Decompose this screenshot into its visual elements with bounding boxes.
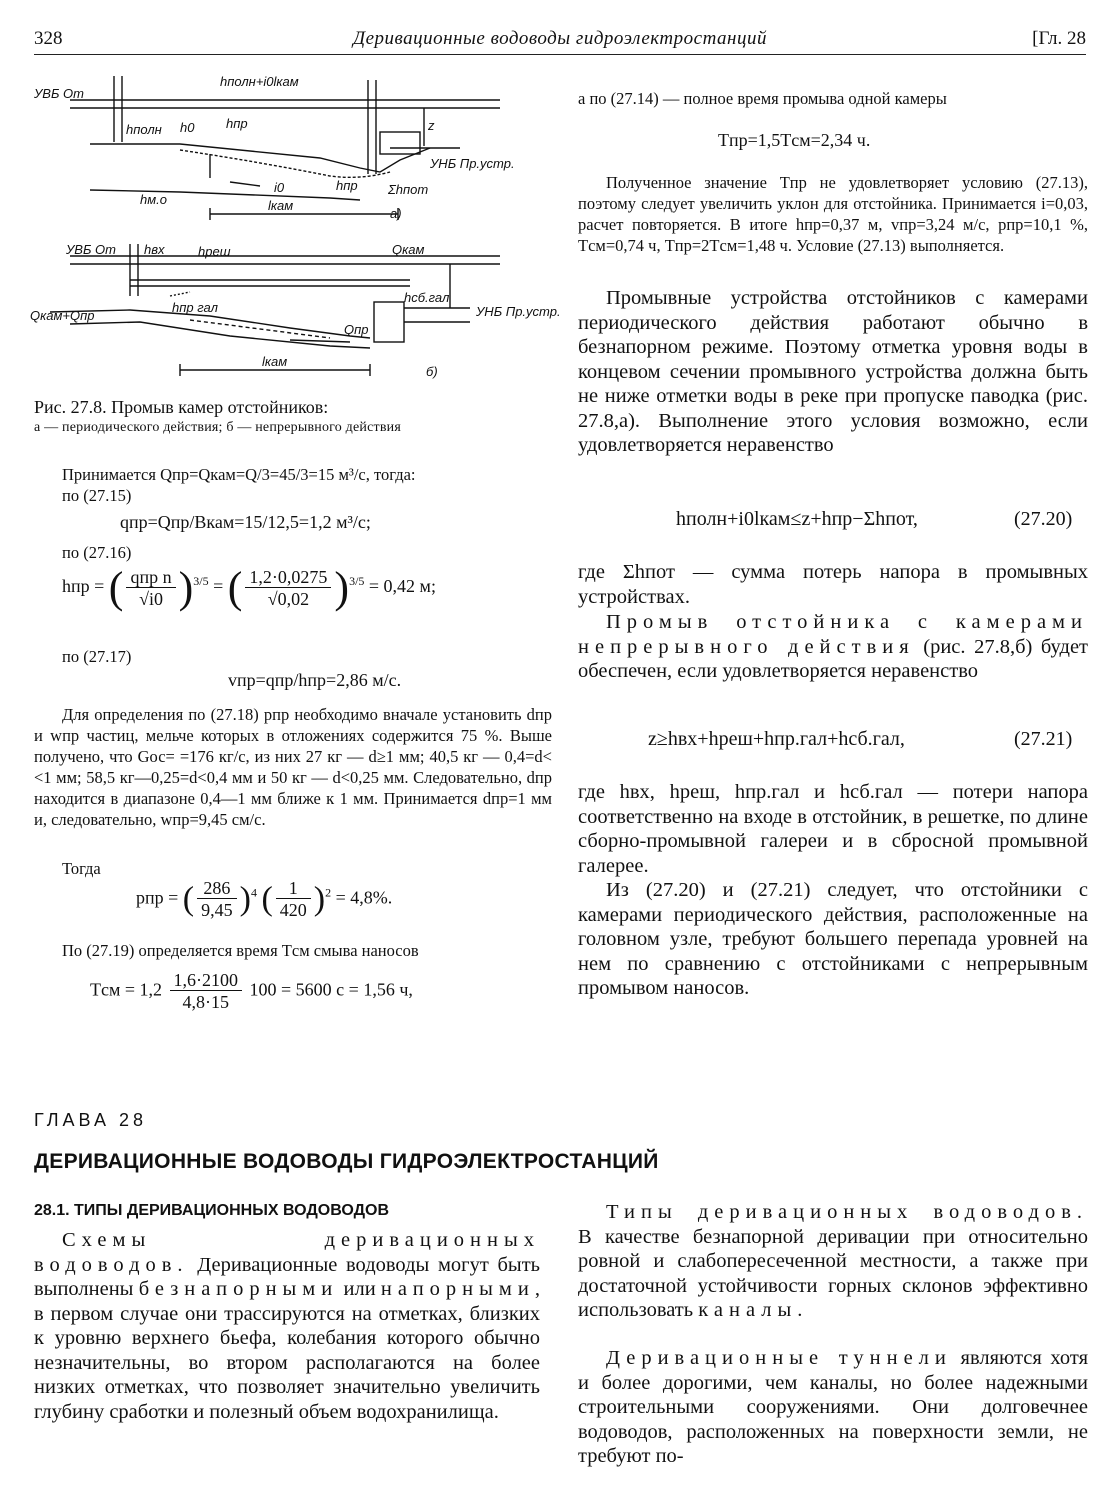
right-p5-spaced: Промыв отстойника с камерами непрерывного действия — [578, 611, 1088, 658]
right-p4: где Σhпот — сумма потерь напора в промывных устройствах. — [578, 561, 1088, 608]
eq-2721-number: (27.21) — [1014, 728, 1073, 750]
right-p5 — [578, 610, 1088, 684]
hpoln-label: hполн — [126, 122, 162, 137]
page-number: 328 — [34, 28, 63, 49]
figure-caption — [34, 396, 564, 438]
right-p5-text: (рис. 27.8,б) будет обеспечен, если удовлетворяется неравенство — [578, 635, 1088, 682]
left-p6: По (27.19) определяется время Tсм смыва наносов — [62, 941, 419, 960]
sumh-label: Σhпот — [388, 182, 429, 197]
figure-27-8 — [30, 72, 568, 392]
qkam-label: Qкам — [392, 242, 425, 257]
caption-title: Рис. 27.8. Промыв камер отстойников: — [34, 397, 329, 417]
eq-2720-number: (27.20) — [1014, 508, 1073, 530]
left-p1: Принимается Qпр=Qкам=Q/3=45/3=15 м³/с, тогда: — [62, 465, 416, 484]
right-p2: Полученное значение Tпр не удовлетворяет условию (27.13), поэтому следует увеличить уклон для отстойника. Принимается i=0,03, расчет повторяется. В итоге hпр=0,37 м, vпр=3,24 м/с, pпр=10,1 %, Tсм=0,74 ч, Tпр=2Tсм=1,48 ч. Условие (27.13) выполняется. — [578, 173, 1088, 255]
left-p1b: по (27.15) — [62, 486, 132, 505]
hvx-label: hвх — [144, 242, 165, 257]
hsb-label: hсб.гал — [404, 290, 450, 305]
section-right-paragraph-1: Типы деривационных водоводов. В качестве безнапорной деривации при относительно ровной и слабопересеченной местности, а также при достаточной устойчивости горных склонов эффективно использовать каналы. — [578, 1201, 1088, 1321]
lkam-label-b: lкам — [262, 354, 288, 369]
left-ref-2716: по (27.16) — [62, 543, 132, 562]
qpr-label: Qпр — [344, 322, 369, 337]
right-p7: Из (27.20) и (27.21) следует, что отстойники с камерами периодического действия, расположенные на головном узле, требуют большего перепада уровней на нем по сравнению с отстойниками с непрерывным промывом наносов. — [578, 879, 1088, 999]
ubb-label-b: УВБ От — [66, 242, 116, 257]
section-left-paragraph: Схемы деривационных водоводов. Деривационные водоводы могут быть выполнены безнапорными или напорными, в первом случае они трассируются на отметках, близких к уровню верхнего бьефа, колебания которого обычно незначительны, во втором располагаются на более низких отметках, что позволяет значительно увеличить глубину сработки и полезный объем водохранилища. — [34, 1229, 540, 1423]
unb-label-b: УНБ Пр.устр. — [476, 304, 561, 319]
eq-2720: hполн+i0lкам≤z+hпр−Σhпот, — [676, 508, 918, 530]
caption-legend: а — периодического действия; б — непрерывного действия — [34, 420, 401, 435]
flushing-diagram — [30, 72, 568, 392]
right-p3: Промывные устройства отстойников с камерами периодического действия работают обычно в безнапорном режиме. Поэтому отметка уровня воды в концевом сечении промывного устройства должна быть не ниже отметки воды в реке при пропуске паводка (рис. 27.8,а). Выполнение этого условия возможно, если удовлетворяется неравенство — [578, 287, 1088, 456]
qin-label: Qкам+Qпр — [30, 308, 95, 323]
left-ref-2717: по (27.17) — [62, 647, 132, 666]
running-head — [34, 26, 1086, 55]
hmo-label: hм.о — [140, 192, 167, 207]
left-then: Тогда — [62, 859, 101, 878]
i0-label: i0 — [274, 180, 285, 195]
eq-qpr: qпр=Qпр/Bкам=15/12,5=1,2 м³/с; — [120, 512, 371, 532]
eq-tsm: Tсм = 1,2 $\frac{1,6\cdot 2100}{4,8\cdot 15}$ 100 = 5600 с = 1,56 ч, — [90, 970, 413, 1012]
right-p1: а по (27.14) — полное время промыва одной камеры — [578, 89, 947, 108]
ubb-label-a: УВБ От — [34, 86, 84, 101]
hpr2-label: hпр — [336, 178, 358, 193]
unb-label-a: УНБ Пр.устр. — [430, 156, 515, 171]
eq-hpr-frac2: $\frac{1,2\cdot 0,0275}{√0,02}$ — [245, 567, 331, 610]
lkam-label-a: lкам — [268, 198, 294, 213]
running-title: Деривационные водоводы гидроэлектростанций — [353, 28, 767, 49]
eq-tpr: Tпр=1,5Tсм=2,34 ч. — [718, 130, 871, 150]
chapter-title: ДЕРИВАЦИОННЫЕ ВОДОВОДЫ ГИДРОЭЛЕКТРОСТАНЦИЙ — [34, 1150, 659, 1173]
eq-hpr: hпр = ( $\frac{\text{qпр n}}{√i0}$ )$^{3/5}$ = ( $\frac{1,2\cdot 0,0275}{√0,02}$ )$^{3/5}$ = 0,42 м; — [62, 563, 436, 612]
eq-vpr: vпр=qпр/hпр=2,86 м/с. — [228, 670, 402, 690]
eq-hpr-lhs: hпр = — [62, 576, 105, 597]
eq-2721: z≥hвх+hреш+hпр.гал+hсб.гал, — [648, 728, 905, 750]
left-intro — [62, 464, 552, 506]
z-label: z — [428, 118, 435, 133]
part-a-label: а) — [390, 206, 402, 221]
eq-ppr: pпр = ( $\frac{286}{9,45}$ )$^4$ ( $\frac{1}{420}$ )$^2$ = 4,8%. — [136, 878, 393, 920]
h0-label: h0 — [180, 120, 195, 135]
left-paragraph-particles: Для определения по (27.18) pпр необходимо вначале установить dпр и wпр частиц, мельче которых в отложениях содержится 75 %. Выше получено, что Gос= =176 кг/с, из них 27 кг — d≥1 мм; 40,5 кг — 0,4=d< <1 мм; 58,5 кг—0,25=d<0,4 мм и 50 кг — d<0,25 мм. Следовательно, dпр находится в диапазоне 0,4—1 мм ближе к 1 мм. Принимается dпр=1 мм и, следовательно, wпр=9,45 см/с. — [34, 705, 552, 829]
chapter-marker: [Гл. 28 — [1032, 28, 1086, 49]
hresh-label: hреш — [198, 244, 231, 259]
part-b-label: б) — [426, 364, 438, 379]
hgal-label: hпр гал — [172, 300, 218, 315]
hfull-label: hполн+i0lкам — [220, 74, 299, 89]
chapter-label: ГЛАВА 28 — [34, 1110, 147, 1130]
eq-hpr-result: = 0,42 м; — [368, 576, 436, 597]
right-p6: где hвх, hреш, hпр.гал и hсб.гал — потери напора соответственно на входе в отстойник, в решетке, по длине сборно-промывной галереи и в сбросной промывной галерее. — [578, 781, 1088, 877]
section-heading: 28.1. ТИПЫ ДЕРИВАЦИОННЫХ ВОДОВОДОВ — [34, 1202, 390, 1219]
section-right-paragraph-2: Деривационные туннели являются хотя и более дорогими, чем каналы, но более надежными строительными сооружениями. Они долговечнее водоводов, расположенных на поверхности земли, не требуют по- — [578, 1347, 1088, 1467]
hpr-label: hпр — [226, 116, 248, 131]
eq-hpr-frac1: $\frac{\text{qпр n}}{√i0}$ — [126, 567, 175, 610]
